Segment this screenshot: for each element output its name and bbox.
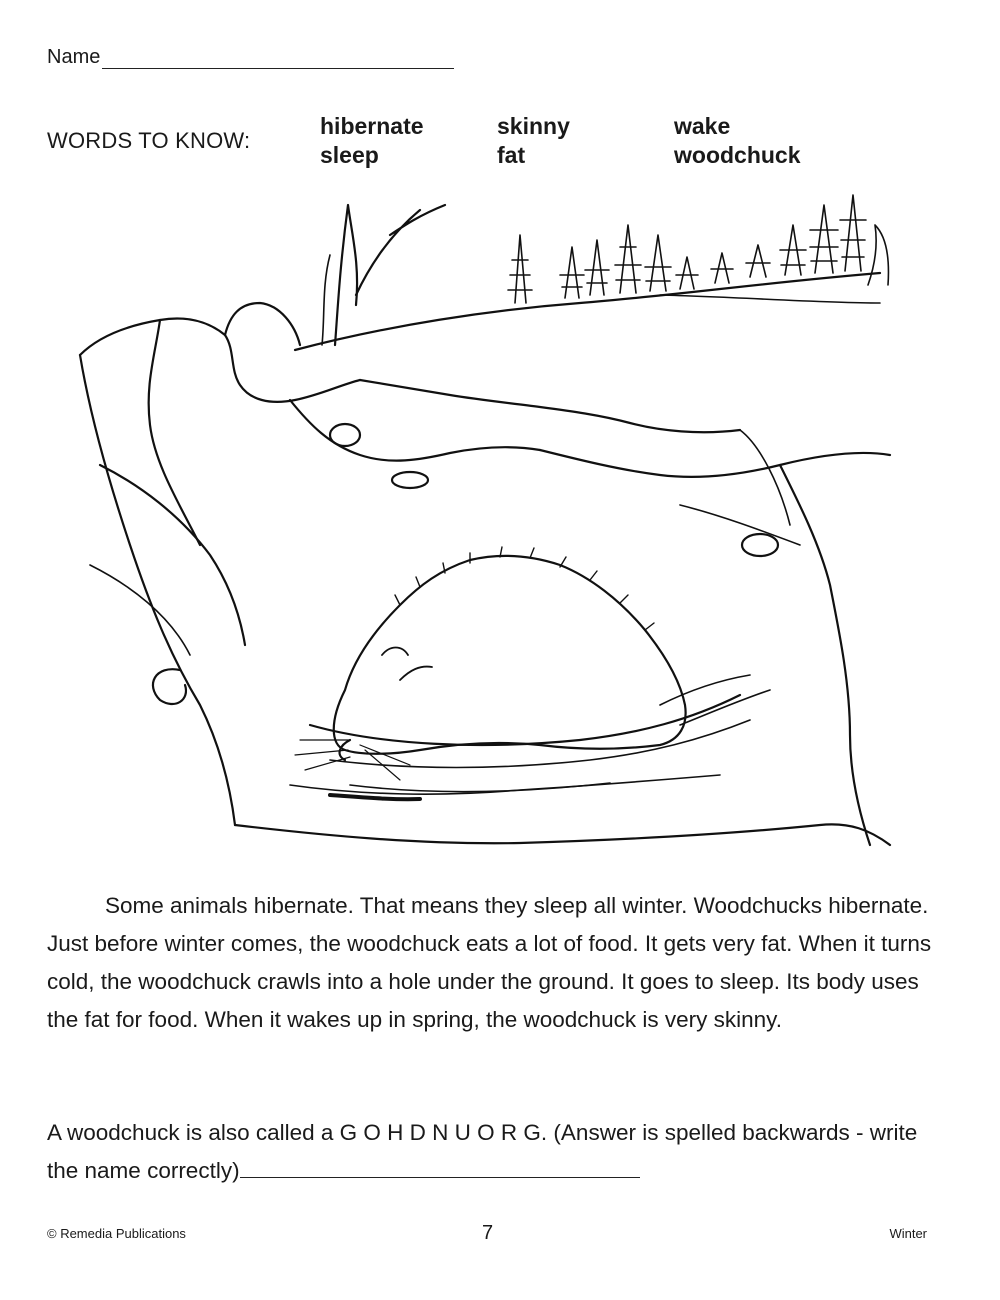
name-label: Name (47, 46, 101, 68)
vocab-word: fat (497, 142, 526, 168)
page-number: 7 (482, 1222, 494, 1244)
publisher-credit: © Remedia Publications (47, 1226, 186, 1241)
words-to-know-label: WORDS TO KNOW: (47, 128, 251, 153)
vocab-word: sleep (320, 142, 379, 168)
woodchuck-burrow-illustration (60, 185, 940, 870)
vocab-word: wake (674, 113, 731, 139)
words-to-know-list (320, 112, 834, 170)
page-footer (47, 1222, 927, 1246)
vocab-word: hibernate (320, 113, 424, 139)
answer-input-line[interactable] (240, 1155, 640, 1178)
story-passage (47, 887, 947, 1039)
story-paragraph: Some animals hibernate. That means they sleep all winter. Woodchucks hibernate. Just before winter comes, the woodchuck eats a lot of food. It gets very fat. When it turns cold, the woodchuck crawls into a hole under the ground. It goes to sleep. Its body uses the fat for food. When it wakes up in spring, the woodchuck is very skinny. (47, 893, 932, 1032)
name-input-line[interactable] (102, 48, 454, 69)
vocab-word: woodchuck (674, 142, 801, 168)
vocab-word: skinny (497, 113, 570, 139)
question-block (47, 1114, 947, 1190)
question-text: A woodchuck is also called a G O H D N U O R G. (Answer is spelled backwards - write the name correctly) (47, 1120, 918, 1183)
section-name: Winter (889, 1226, 927, 1241)
name-field-row (47, 46, 454, 69)
